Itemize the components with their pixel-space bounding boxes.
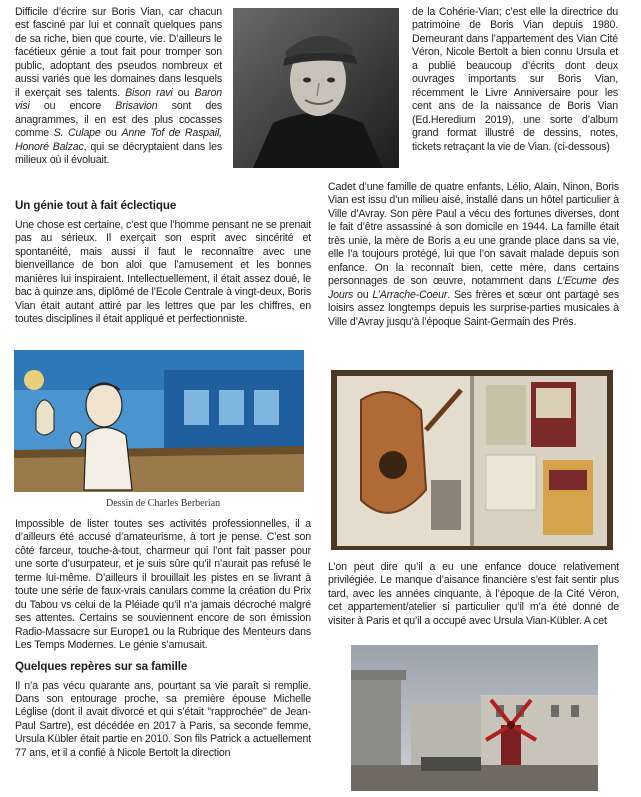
section-heading-eclectic: Un génie tout à fait éclectique bbox=[15, 199, 177, 212]
drawing-image bbox=[14, 350, 304, 492]
pseudonym: Bison ravi bbox=[125, 86, 173, 99]
book-photo bbox=[331, 370, 613, 550]
book-image bbox=[331, 370, 613, 550]
activities-paragraph: Impossible de lister toutes ses activités professionnelles, il a d’ailleurs été accusé d’amateurisme, à tort je pense. C’est son côté farceur, touche-à-tout, charmeur qui l’ont fait passer pour une sorte d’usurpateur, et je suis sûre qu’il n’aurait pas refusé le terme lui-même. D’ailleurs il brouillait les pistes en se livrant à toute une série de faux-vrais canulars comme la création du Prix du Tabou vs celui de la Pléiade qu’il n’a jamais décroché malgré ses attentes. Certains se souviennent encore de son émission Radio-Massacre sur Europe1 ou la Rubrique des Menteurs dans Les Temps Modernes. Le génie s’amusait. bbox=[15, 518, 311, 652]
portrait-image bbox=[233, 8, 399, 168]
right-column-family bbox=[328, 181, 619, 329]
pseudonym: Anne Tof de Raspail, Honoré Balzac bbox=[15, 127, 222, 153]
family-history-paragraph: Il n’a pas vécu quarante ans, pourtant sa vie paraît si remplie. Dans son entourage proche, sa première épouse Michelle Léglise (dont il avait divorcé et qui s’était "rapprochée" de Jean-Paul Sartre), est décédée en 2017 à Paris, sa seconde femme, Ursula Kübler était partie en 2010. Son fils Patrick a actuellement 77 ans, et il a confié à Nicole Bertolt la direction bbox=[15, 679, 311, 759]
pseudonym: S. Culape bbox=[53, 127, 101, 140]
left-column-bottom bbox=[15, 518, 311, 760]
pseudonym: Brisavion bbox=[115, 100, 158, 113]
left-column-mid bbox=[15, 192, 311, 327]
right-column-top bbox=[412, 6, 618, 154]
rooftop-photo bbox=[351, 645, 598, 791]
section-heading-family: Quelques repères sur sa famille bbox=[15, 659, 188, 673]
eclectic-paragraph: Une chose est certaine, c’est que l’homme pensant ne se prenait pas au sérieux. Il exerçait son esprit avec sincérité et spontanéité, mais aussi il faut le reconnaître avec une bienveillance de bon aloi que l’amusement et les bonnes manières lui inspiraient. Intellectuellement, il était assez doué, le bac à quinze ans, diplômé de l’Ecole Centrale à vingt-deux, Boris Vian était autant attiré par les lettres que par les chiffres, en toutes disciplines il était appliqué et perfectionniste. bbox=[15, 219, 311, 326]
right-column-bottom bbox=[328, 561, 619, 628]
portrait-photo bbox=[233, 8, 399, 168]
rooftop-image bbox=[351, 645, 598, 791]
berberian-drawing bbox=[14, 350, 304, 492]
pseudonym: Baron visi bbox=[15, 86, 223, 113]
cohérie-paragraph: de la Cohérie-Vian; c’est elle la directrice du patrimoine de Boris Vian depuis 1980. Demeurant dans l’appartement des Vian Cité Véron, Nicole Bertolt a bien connu Ursula et a publié beaucoup d’écrits dont deux ouvrages importants sur Boris Vian, récemment le Livre Anniversaire pour les cent ans de la naissance de Boris Vian (Ed.Heredium 2019), une sorte d’album grand format illustré de dessins, notes, tickets retraçant la vie de Vian. (ci-dessous) bbox=[412, 6, 618, 153]
book-title: L’Arrache-Coeur bbox=[372, 288, 448, 301]
book-title: L’Ecume des Jours bbox=[328, 275, 619, 301]
childhood-paragraph: L’on peut dire qu’il a eu une enfance douce relativement privilégiée. Le manque d’aisance financière s’est fait sentir plus tard, avec les années cinquante, à l’époque de la Cité Véron, cet appartement/atelier si particulier qu’il m’a été donné de visiter à Paris et qu’il a occupé avec Ursula Vian-Kübler. A cet bbox=[328, 561, 619, 627]
family-paragraph: Cadet d’une famille de quatre enfants, Lélio, Alain, Ninon, Boris Vian est issu d’un milieu aisé, installé dans un hôtel particulier à Ville d’Avray. Son père Paul a vécu des fortunes diverses, dont le fait d’être assassiné à son domicile en 1944. La famille était très unie, la mère de Boris a eu une grande place dans sa vie, elle l’a toujours protégé, lui que l’on savait malade depuis son enfance. On la reconnaît bien, cette mère, dans certains personnages de son œuvre, notamment dans L’Ecume des Jours ou L’Arrache-Coeur. Ses frères et sœur ont partagé ses loisirs assez longtemps depuis les surprise-parties musicales à Ville d’Avray jusqu’à l’époque Saint-Germain des Prés. bbox=[328, 181, 619, 328]
intro-paragraph: Difficile d’écrire sur Boris Vian, car chacun est fasciné par lui et connaît quelques pans de sa riche, bien que courte, vie. D’ailleurs le facétieux génie a tout fait pour tromper son public, adoptant des pseudos nombreux et aussi variés que les domaines dans lesquels il exerçait ses talents. Bison ravi ou Baron visi ou encore Brisavion sont des anagrammes, il en est des plus cocasses comme S. Culape ou Anne Tof de Raspail, Honoré Balzac, qui se décryptaient dans les milieux où il évoluait. bbox=[15, 6, 223, 166]
left-column-top bbox=[15, 6, 222, 167]
drawing-caption: Dessin de Charles Berberian bbox=[106, 498, 221, 509]
